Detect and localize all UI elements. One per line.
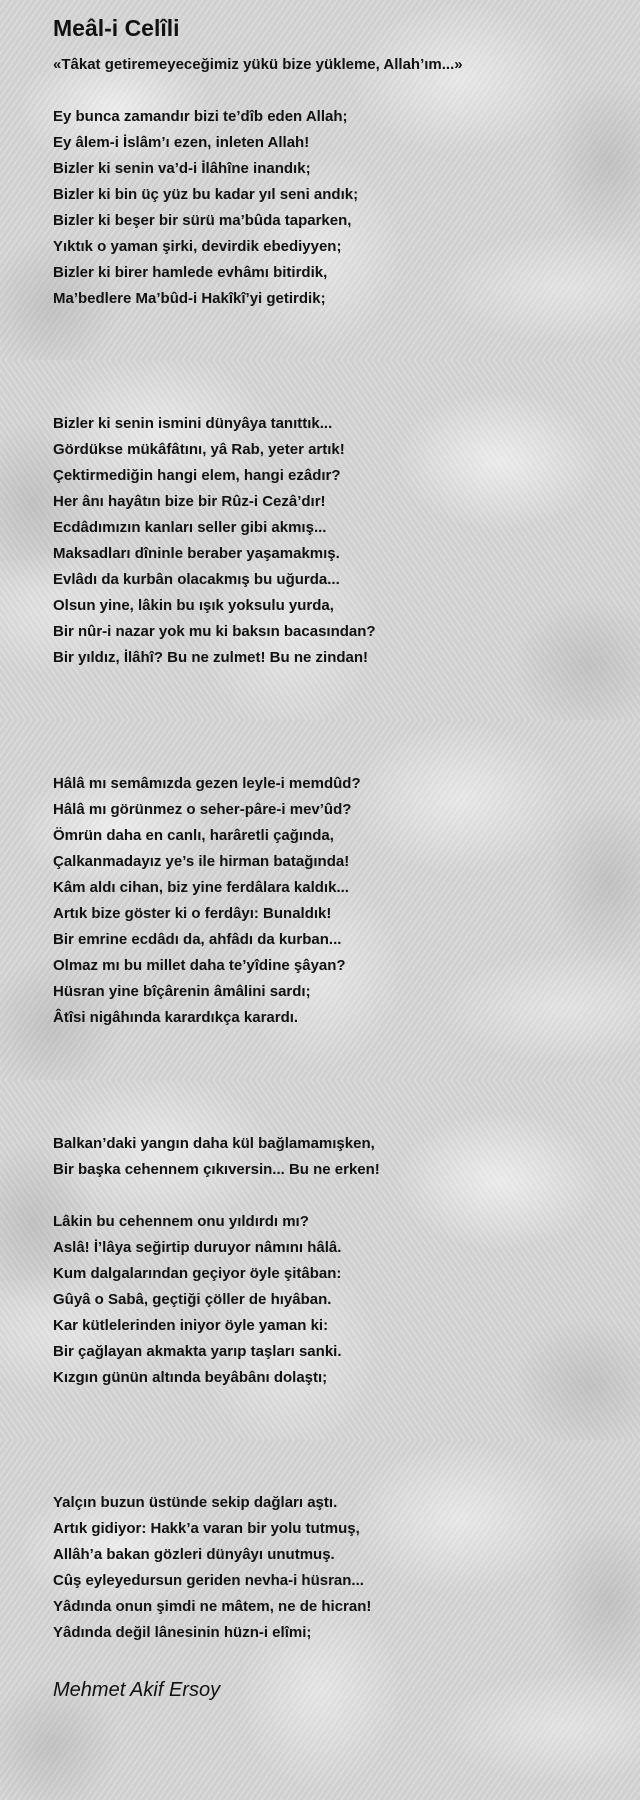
poem-line: Yâdında değil lânesinin hüzn-i elîmi; [53,1624,312,1641]
poem-line: Gördükse mükâfâtını, yâ Rab, yeter artık! [53,441,345,458]
poem-line: Cûş eyleyedursun geriden nevha-i hüsran... [53,1572,364,1589]
poem-line: Gûyâ o Sabâ, geçtiği çöller de hıyâban. [53,1291,332,1308]
stanza-spacer [53,78,463,104]
poem-line: Aslâ! İ’lâya seğirtip duruyor nâmını hâlâ. [53,1239,342,1256]
poem-line: Evlâdı da kurbân olacakmış bu uğurda... [53,571,340,588]
poem-line: Olmaz mı bu millet daha te’yîdine şâyan? [53,957,346,974]
poem-line: Bir yıldız, İlâhî? Bu ne zulmet! Bu ne zindan! [53,649,369,666]
poem-line: Bizler ki bin üç yüz bu kadar yıl seni andık; [53,186,359,203]
poem-line: Hâlâ mı görünmez o seher-pâre-i mev’ûd? [53,801,352,818]
poem-line: Lâkin bu cehennem onu yıldırdı mı? [53,1213,309,1230]
poem-line: Balkan’daki yangın daha kül bağlamamışken, [53,1135,375,1152]
poem-line: Yalçın buzun üstünde sekip dağları aştı. [53,1494,338,1511]
poem-line: Yıktık o yaman şirki, devirdik ebediyyen; [53,238,342,255]
poem-line: Olsun yine, lâkin bu ışık yoksulu yurda, [53,597,334,614]
poem-line: «Tâkat getiremeyeceğimiz yükü bize yükleme, Allah’ım...» [53,56,463,73]
poem-line: Kâm aldı cihan, biz yine ferdâlara kaldık... [53,879,349,896]
poem-line: Ey âlem-i İslâm’ı ezen, inleten Allah! [53,134,310,151]
poem-line: Ecdâdımızın kanları seller gibi akmış... [53,519,327,536]
poem-line: Kızgın günün altında beyâbânı dolaştı; [53,1369,328,1386]
stanza-3 [53,771,361,1031]
poem-line: Hâlâ mı semâmızda gezen leyle-i memdûd? [53,775,361,792]
poem-line: Her ânı hayâtın bize bir Rûz-i Cezâ’dır! [53,493,326,510]
poem-line: Bizler ki beşer bir sürü ma’bûda taparken, [53,212,352,229]
poem-line: Artık bize göster ki o ferdâyı: Bunaldık! [53,905,332,922]
poem-line: Kar kütlelerinden iniyor öyle yaman ki: [53,1317,329,1334]
poem-title: Meâl-i Celîli [53,15,180,41]
poem-line: Çektirmediğin hangi elem, hangi ezâdır? [53,467,341,484]
poem-line: Bir emrine ecdâdı da, ahfâdı da kurban... [53,931,342,948]
poem-line: Bizler ki senin ismini dünyâya tanıttık... [53,415,333,432]
stanza-spacer [53,1183,380,1209]
poem-line: Hüsran yine bîçârenin âmâlini sardı; [53,983,311,1000]
poem-line: Yâdında onun şimdi ne mâtem, ne de hicran! [53,1598,372,1615]
poem-line: Allâh’a bakan gözleri dünyâyı unutmuş. [53,1546,335,1563]
poem-line: Bizler ki birer hamlede evhâmı bitirdik, [53,264,328,281]
poem-line: Bir başka cehennem çıkıversin... Bu ne erken! [53,1161,380,1178]
poem-line: Ömrün daha en canlı, harâretli çağında, [53,827,334,844]
stanza-2 [53,411,376,671]
poem-line: Çalkanmadayız ye’s ile hirman batağında! [53,853,350,870]
poem-line: Maksadları dîninle beraber yaşamakmış. [53,545,340,562]
stanza-5 [53,1490,371,1646]
stanza-1 [53,52,463,312]
poem-line: Ey bunca zamandır bizi te’dîb eden Allah; [53,108,348,125]
poem-line: Bizler ki senin va’d-i İlâhîne inandık; [53,160,311,177]
stanza-4 [53,1131,380,1391]
poem-author: Mehmet Akif Ersoy [53,1679,221,1701]
poem-line: Artık gidiyor: Hakk’a varan bir yolu tutmuş, [53,1520,360,1537]
poem-line: Kum dalgalarından geçiyor öyle şitâban: [53,1265,342,1282]
poem-line: Ma’bedlere Ma’bûd-i Hakîkî’yi getirdik; [53,290,326,307]
poem-line: Bir nûr-i nazar yok mu ki baksın bacasından? [53,623,376,640]
poem-line: Âtîsi nigâhında karardıkça karardı. [53,1009,299,1026]
poem-line: Bir çağlayan akmakta yarıp taşları sanki. [53,1343,342,1360]
